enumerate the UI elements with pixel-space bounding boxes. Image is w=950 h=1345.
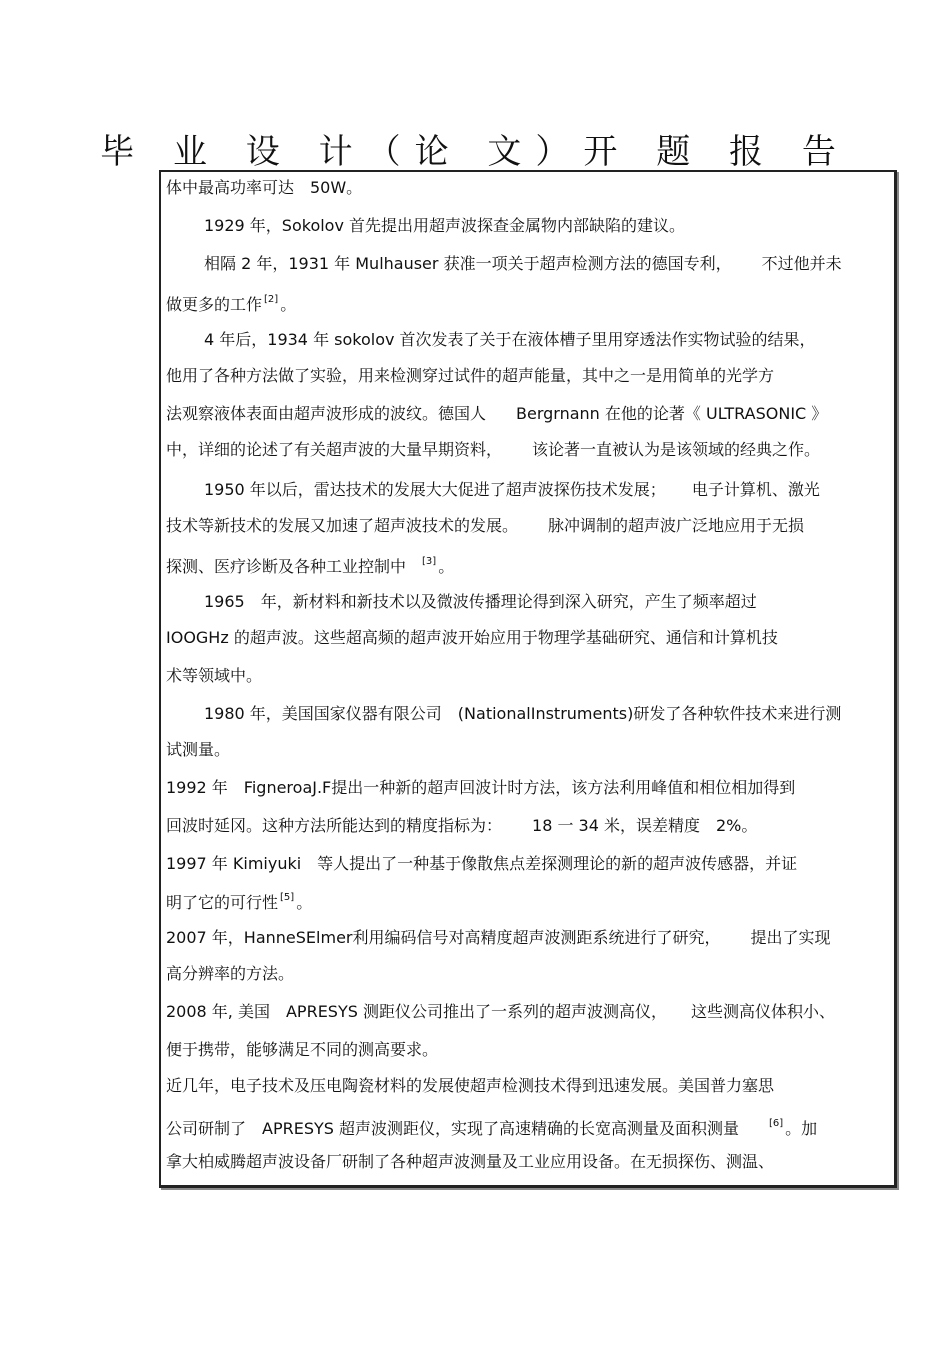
text-line: 4 年后，1934 年 sokolov 首次发表了关于在液体槽子里用穿透法作实物试验的结果， (204, 330, 816, 349)
text-line: 1929 年，Sokolov 首先提出用超声波探查金属物内部缺陷的建议。 (204, 216, 686, 235)
text-line: 探测、医疗诊断及各种工业控制中 [3] 。 (166, 556, 455, 576)
text-line: 他用了各种方法做了实验，用来检测穿过试件的超声能量，其中之一是用简单的光学方 (166, 366, 775, 385)
text-line: 术等领域中。 (166, 666, 263, 685)
text-line: 法观察液体表面由超声波形成的波纹。德国人 Bergrnann 在他的论著《 ULTRASONIC 》 (166, 404, 828, 423)
text-line: 1980 年，美国国家仪器有限公司 (NationalInstruments)研发了各种软件技术来进行测 (204, 704, 842, 723)
text-line: 1997 年 Kimiyuki 等人提出了一种基于像散焦点差探测理论的新的超声波传感器，并证 (166, 854, 798, 873)
citation: [2] (264, 294, 279, 305)
text-line: 回波时延冈。这种方法所能达到的精度指标为： 18 一 34 米，误差精度 2%。 (166, 816, 758, 835)
text-line: 公司研制了 APRESYS 超声波测距仪，实现了高速精确的长宽高测量及面积测量 [6] 。加 (166, 1118, 818, 1138)
text-line: 相隔 2 年，1931 年 Mulhauser 获准一项关于超声检测方法的德国专利， 不过他并未 (204, 254, 842, 273)
text-line: 1992 年 FigneroaJ.F提出一种新的超声回波计时方法，该方法利用峰值和相位相加得到 (166, 778, 796, 797)
text-line: 拿大柏威腾超声波设备厂研制了各种超声波测量及工业应用设备。在无损探伤、测温、 (166, 1152, 775, 1171)
text-line: 高分辨率的方法。 (166, 964, 295, 983)
citation: [6] (769, 1118, 784, 1129)
text-line: 便于携带，能够满足不同的测高要求。 (166, 1040, 439, 1059)
content-frame (159, 170, 897, 1188)
text-line: 明了它的可行性 [5] 。 (166, 892, 313, 912)
page-title: 毕 业 设 计（论 文）开 题 报 告 (100, 132, 850, 172)
text-line: 试测量。 (166, 740, 231, 759)
text-line: IOOGHz 的超声波。这些超高频的超声波开始应用于物理学基础研究、通信和计算机技 (166, 628, 778, 647)
citation: [5] (280, 892, 295, 903)
text-line: 1950 年以后，雷达技术的发展大大促进了超声波探伤技术发展； 电子计算机、激光 (204, 480, 820, 499)
text-line: 中，详细的论述了有关超声波的大量早期资料， 该论著一直被认为是该领域的经典之作。 (166, 440, 821, 459)
text-line: 体中最高功率可达 50W。 (166, 178, 363, 197)
text-line: 2008 年, 美国 APRESYS 测距仪公司推出了一系列的超声波测高仪， 这些测高仪体积小、 (166, 1002, 835, 1021)
text-line: 近几年，电子技术及压电陶瓷材料的发展使超声检测技术得到迅速发展。美国普力塞思 (166, 1076, 775, 1095)
text-line: 技术等新技术的发展又加速了超声波技术的发展。 脉冲调制的超声波广泛地应用于无损 (166, 516, 805, 535)
text-line: 2007 年，HanneSElmer利用编码信号对高精度超声波测距系统进行了研究， 提出了实现 (166, 928, 831, 947)
text-line: 1965 年，新材料和新技术以及微波传播理论得到深入研究，产生了频率超过 (204, 592, 757, 611)
citation: [3] (422, 556, 437, 567)
text-line: 做更多的工作 [2] 。 (166, 294, 297, 314)
